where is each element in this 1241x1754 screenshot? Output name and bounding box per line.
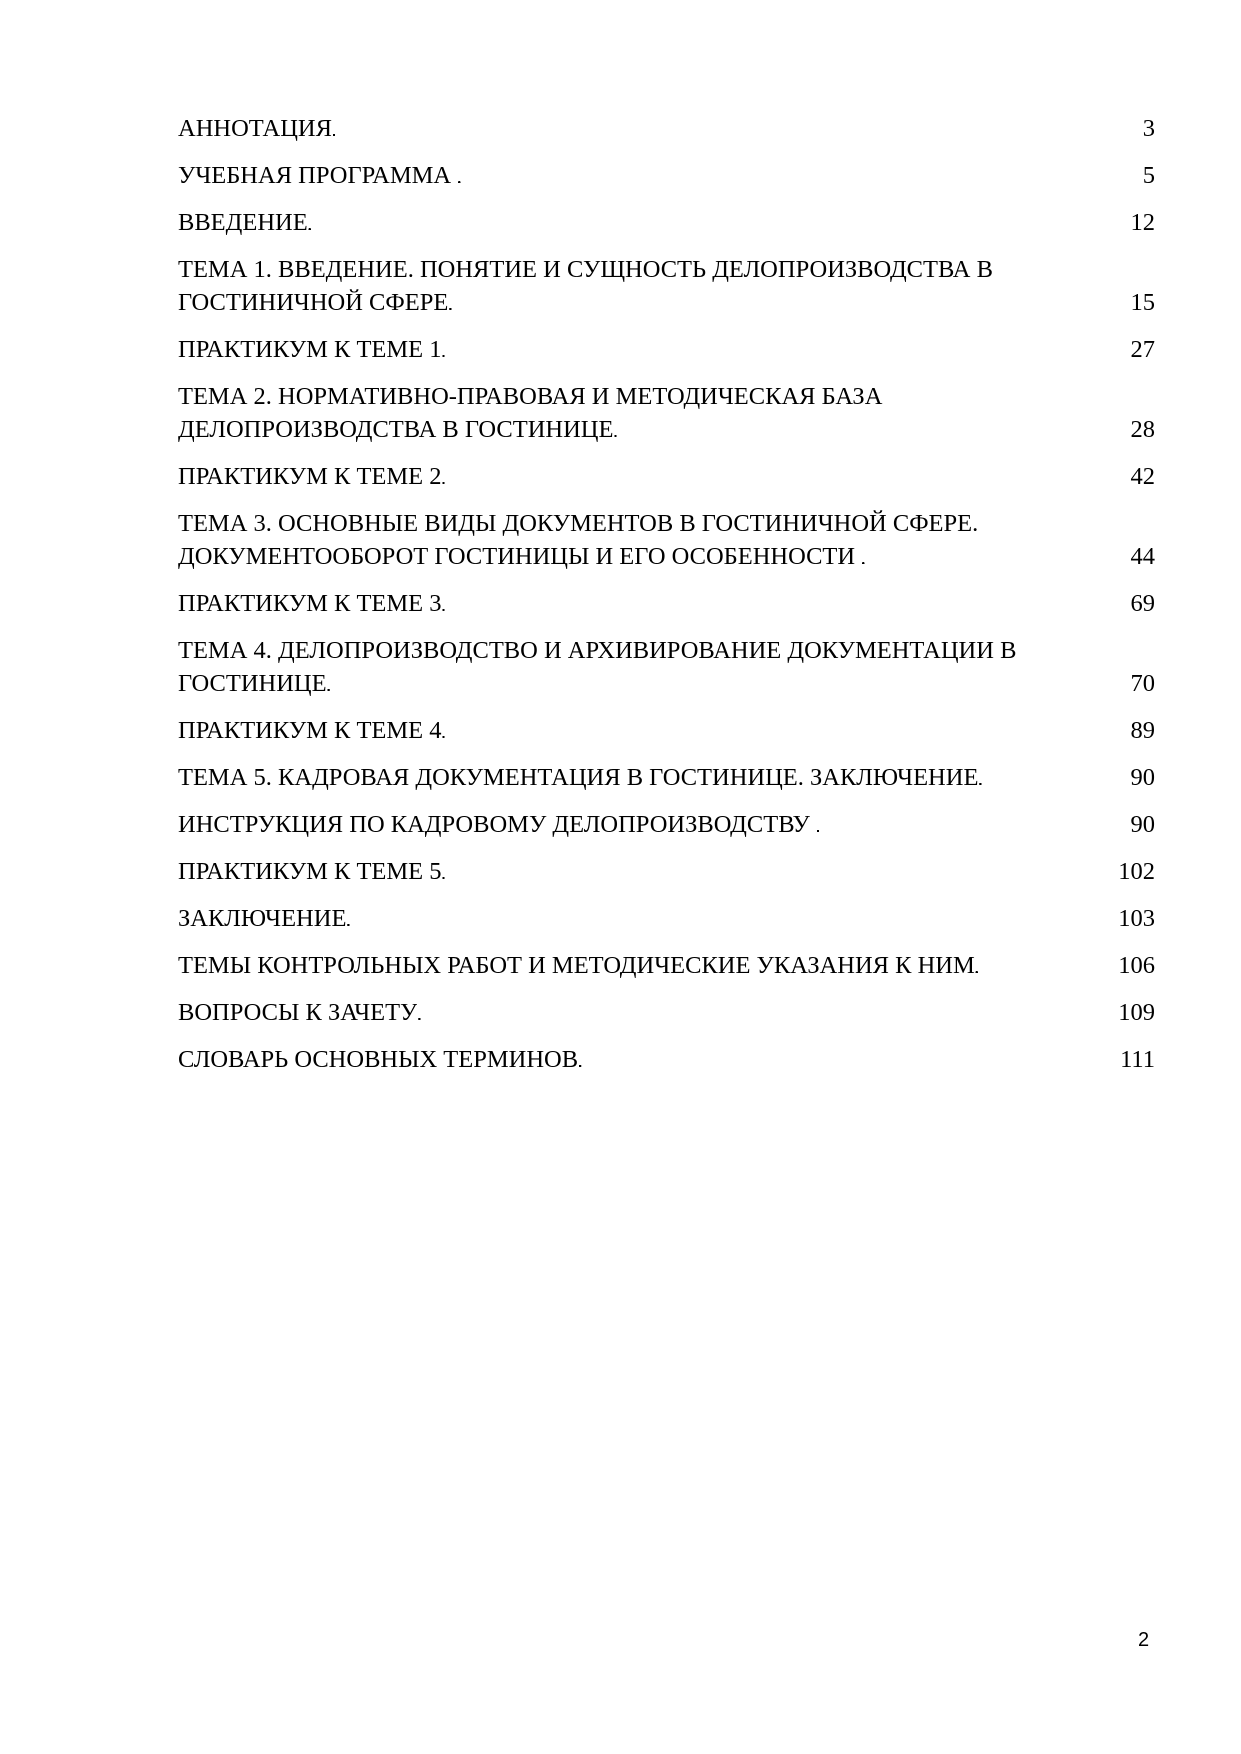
- toc-entry[interactable]: [178, 902, 1155, 938]
- toc-entry[interactable]: [178, 996, 1155, 1032]
- toc-entry-page-number: 12: [1130, 209, 1155, 236]
- dot-leader: [448, 286, 1130, 322]
- toc-entry[interactable]: [178, 855, 1155, 891]
- toc-entry-page-number: 102: [1118, 858, 1155, 885]
- toc-entry-title-line: ТЕМА 1. ВВЕДЕНИЕ. ПОНЯТИЕ И СУЩНОСТЬ ДЕЛОПРОИЗВОДСТВА В: [178, 256, 993, 283]
- toc-entry[interactable]: [178, 112, 1155, 148]
- toc-entry-page-number: 3: [1142, 115, 1155, 142]
- toc-entry-title: ТЕМЫ КОНТРОЛЬНЫХ РАБОТ И МЕТОДИЧЕСКИЕ УКАЗАНИЯ К НИМ: [178, 952, 975, 979]
- toc-entry-line: [178, 902, 1155, 938]
- toc-entry-page-number: 109: [1118, 999, 1155, 1026]
- dot-leader: [975, 949, 1118, 985]
- toc-entry[interactable]: [178, 714, 1155, 750]
- toc-entry[interactable]: [178, 634, 1155, 703]
- dot-leader: [332, 112, 1143, 148]
- toc-entry-line: [178, 460, 1155, 496]
- toc-entry-line: [178, 413, 1155, 449]
- toc-entry-title: ВВЕДЕНИЕ: [178, 209, 308, 236]
- toc-entry-page-number: 42: [1130, 463, 1155, 490]
- toc-entry[interactable]: [178, 380, 1155, 449]
- toc-entry-line: [178, 667, 1155, 703]
- toc-entry-title: ТЕМА 5. КАДРОВАЯ ДОКУМЕНТАЦИЯ В ГОСТИНИЦЕ. ЗАКЛЮЧЕНИЕ: [178, 764, 979, 791]
- toc-entry[interactable]: [178, 949, 1155, 985]
- toc-entry-title: ПРАКТИКУМ К ТЕМЕ 5: [178, 858, 442, 885]
- toc-entry-title: ЗАКЛЮЧЕНИЕ: [178, 905, 347, 932]
- dot-leader: [442, 714, 1131, 750]
- toc-entry-page-number: 27: [1130, 336, 1155, 363]
- dot-leader: [442, 855, 1119, 891]
- toc-entry-line: [178, 112, 1155, 148]
- toc-entry-page-number: 111: [1120, 1046, 1155, 1073]
- toc-entry-line: [178, 761, 1155, 797]
- toc-entry-title: ДОКУМЕНТООБОРОТ ГОСТИНИЦЫ И ЕГО ОСОБЕННОСТИ: [178, 543, 862, 570]
- toc-entry-title: СЛОВАРЬ ОСНОВНЫХ ТЕРМИНОВ: [178, 1046, 579, 1073]
- toc-entry-line: [178, 206, 1155, 242]
- toc-entry-page-number: 90: [1130, 811, 1155, 838]
- toc-entry-title: ИНСТРУКЦИЯ ПО КАДРОВОМУ ДЕЛОПРОИЗВОДСТВУ: [178, 811, 817, 838]
- toc-entry-line: [178, 587, 1155, 623]
- toc-entry[interactable]: [178, 253, 1155, 322]
- toc-entry-page-number: 89: [1130, 717, 1155, 744]
- page-number: 2: [1138, 1629, 1150, 1651]
- toc-entry-line: [178, 286, 1155, 322]
- toc-entry[interactable]: [178, 460, 1155, 496]
- toc-entry-line: [178, 808, 1155, 844]
- toc-entry-title: АННОТАЦИЯ: [178, 115, 332, 142]
- toc-entry-title: ГОСТИНИЦЕ: [178, 670, 327, 697]
- dot-leader: [442, 460, 1131, 496]
- toc-entry-line: [178, 333, 1155, 369]
- toc-entry[interactable]: [178, 1043, 1155, 1079]
- toc-entry-page-number: 103: [1118, 905, 1155, 932]
- toc-entry-title: ПРАКТИКУМ К ТЕМЕ 1: [178, 336, 442, 363]
- toc-entry-title: ПРАКТИКУМ К ТЕМЕ 3: [178, 590, 442, 617]
- toc-entry[interactable]: [178, 761, 1155, 797]
- toc-entry[interactable]: [178, 808, 1155, 844]
- toc-entry-line: [178, 540, 1155, 576]
- toc-entry-page-number: 106: [1118, 952, 1155, 979]
- table-of-contents: [178, 112, 1155, 1090]
- dot-leader: [613, 413, 1130, 449]
- toc-entry-line: [178, 855, 1155, 891]
- toc-entry-line: [178, 1043, 1155, 1079]
- toc-entry-line: [178, 949, 1155, 985]
- dot-leader: [417, 996, 1118, 1032]
- toc-entry-line: [178, 996, 1155, 1032]
- toc-entry[interactable]: [178, 206, 1155, 242]
- toc-entry-page-number: 69: [1130, 590, 1155, 617]
- toc-entry[interactable]: [178, 507, 1155, 576]
- dot-leader: [308, 206, 1131, 242]
- dot-leader: [442, 587, 1131, 623]
- toc-entry-title: ВОПРОСЫ К ЗАЧЕТУ: [178, 999, 418, 1026]
- dot-leader: [978, 761, 1130, 797]
- toc-entry-title-line: ТЕМА 2. НОРМАТИВНО-ПРАВОВАЯ И МЕТОДИЧЕСКАЯ БАЗА: [178, 383, 883, 410]
- toc-entry[interactable]: [178, 333, 1155, 369]
- toc-entry[interactable]: [178, 159, 1155, 195]
- toc-entry-title: ГОСТИНИЧНОЙ СФЕРЕ: [178, 289, 449, 316]
- toc-entry-page-number: 28: [1130, 416, 1155, 443]
- dot-leader: [442, 333, 1131, 369]
- toc-entry-line: [178, 159, 1155, 195]
- toc-entry-title: ПРАКТИКУМ К ТЕМЕ 2: [178, 463, 442, 490]
- toc-entry-page-number: 90: [1130, 764, 1155, 791]
- toc-entry[interactable]: [178, 587, 1155, 623]
- toc-entry-page-number: 15: [1130, 289, 1155, 316]
- dot-leader: [861, 540, 1130, 576]
- dot-leader: [327, 667, 1131, 703]
- dot-leader: [816, 808, 1130, 844]
- toc-entry-line: [178, 714, 1155, 750]
- toc-entry-title: ПРАКТИКУМ К ТЕМЕ 4: [178, 717, 442, 744]
- dot-leader: [578, 1043, 1120, 1079]
- toc-entry-title-line: ТЕМА 4. ДЕЛОПРОИЗВОДСТВО И АРХИВИРОВАНИЕ ДОКУМЕНТАЦИИ В: [178, 637, 1017, 664]
- toc-entry-title: УЧЕБНАЯ ПРОГРАММА: [178, 162, 458, 189]
- toc-entry-title: ДЕЛОПРОИЗВОДСТВА В ГОСТИНИЦЕ: [178, 416, 614, 443]
- toc-entry-title-line: ТЕМА 3. ОСНОВНЫЕ ВИДЫ ДОКУМЕНТОВ В ГОСТИНИЧНОЙ СФЕРЕ.: [178, 510, 979, 537]
- toc-entry-page-number: 44: [1130, 543, 1155, 570]
- toc-entry-page-number: 70: [1130, 670, 1155, 697]
- dot-leader: [346, 902, 1118, 938]
- dot-leader: [457, 159, 1143, 195]
- toc-entry-page-number: 5: [1142, 162, 1155, 189]
